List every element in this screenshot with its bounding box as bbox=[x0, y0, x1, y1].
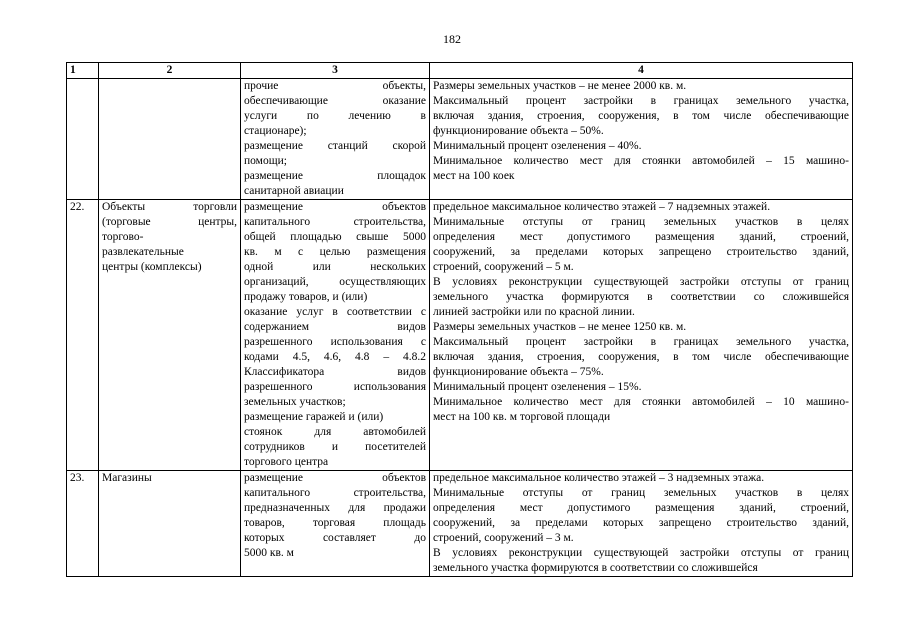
cell-text-line: строений, сооружений – 5 м. bbox=[433, 261, 574, 273]
cell-text-line: санитарной авиации bbox=[244, 185, 344, 197]
cell-text-line: торгово- bbox=[102, 231, 144, 243]
cell-text-line: Минимальный процент озеленения – 40%. bbox=[433, 140, 642, 152]
cell-text-line: помощи; bbox=[244, 155, 287, 167]
table-header-row bbox=[67, 63, 853, 79]
cell-text-line: размещение объектов bbox=[244, 201, 426, 213]
cell-text-line: Минимальный процент озеленения – 15%. bbox=[433, 381, 642, 393]
cell-text-line: оказание услуг в соответствии с bbox=[244, 306, 426, 318]
object-name-cell bbox=[99, 471, 241, 577]
cell-text-line: линией застройки или по красной линии. bbox=[433, 306, 635, 318]
cell-text-line: развлекательные bbox=[102, 246, 184, 258]
cell-text-line: сооружений, за пределами которых запрещено строительство зданий, bbox=[433, 246, 849, 258]
cell-text-line: размещение объектов bbox=[244, 472, 426, 484]
permitted-use-cell bbox=[241, 200, 430, 471]
cell-text-line: организаций, осуществляющих bbox=[244, 276, 426, 288]
cell-text-line: строений, сооружений – 3 м. bbox=[433, 532, 574, 544]
table-row bbox=[67, 200, 853, 471]
cell-text-line: Максимальный процент застройки в границах земельного участка, bbox=[433, 95, 849, 107]
cell-text-line: общей площадью свыше 5000 bbox=[244, 231, 426, 243]
cell-text-line: капитального строительства, bbox=[244, 216, 426, 228]
cell-text-line: кв. м с целью размещения bbox=[244, 246, 426, 258]
cell-text-line: торгового центра bbox=[244, 456, 329, 468]
cell-text-line: Минимальное количество мест для стоянки автомобилей – 10 машино- bbox=[433, 396, 849, 408]
cell-text-line: земельного участка формируются в соответствии со сложившейся bbox=[433, 562, 758, 574]
cell-text-line: которых составляет до bbox=[244, 532, 426, 544]
table-row bbox=[67, 79, 853, 200]
cell-text-line: разрешенного использования с bbox=[244, 336, 426, 348]
cell-text-line: стоянок для автомобилей bbox=[244, 426, 426, 438]
cell-text-line: разрешенного использования bbox=[244, 381, 426, 393]
cell-text-line: мест на 100 кв. м торговой площади bbox=[433, 411, 611, 423]
cell-text-line: кодами 4.5, 4.6, 4.8 – 4.8.2 bbox=[244, 351, 426, 363]
cell-text-line: предназначенных для продажи bbox=[244, 502, 426, 514]
cell-text-line: Объекты торговли bbox=[102, 201, 237, 213]
page-number: 182 bbox=[443, 32, 461, 46]
cell-text-line: В условиях реконструкции существующей застройки отступы от границ bbox=[433, 547, 849, 559]
cell-text-line: предельное максимальное количество этажей – 7 надземных этажей. bbox=[433, 201, 771, 213]
cell-text-line: Классификатора видов bbox=[244, 366, 426, 378]
cell-text-line: сооружений, за пределами которых запрещено строительство зданий, bbox=[433, 517, 849, 529]
cell-text-line: Минимальное количество мест для стоянки автомобилей – 15 машино- bbox=[433, 155, 849, 167]
cell-text-line: земельного участка формируются в соответствии со сложившейся bbox=[433, 291, 849, 303]
permitted-use-cell bbox=[241, 79, 430, 200]
cell-text-line: включая здания, строения, сооружения, в том числе обеспечивающие bbox=[433, 110, 849, 122]
column-header-4: 4 bbox=[430, 63, 853, 79]
row-number-cell: 22. bbox=[67, 200, 99, 471]
cell-text-line: размещение станций скорой bbox=[244, 140, 426, 152]
cell-text-line: Размеры земельных участков – не менее 2000 кв. м. bbox=[433, 80, 687, 92]
cell-text-line: предельное максимальное количество этажей – 3 надземных этажа. bbox=[433, 472, 765, 484]
cell-text-line: размещение площадок bbox=[244, 170, 426, 182]
cell-text-line: товаров, торговая площадь bbox=[244, 517, 426, 529]
object-name-cell bbox=[99, 79, 241, 200]
cell-text-line: сотрудников и посетителей bbox=[244, 441, 426, 453]
column-header-3: 3 bbox=[241, 63, 430, 79]
parameters-cell bbox=[430, 200, 853, 471]
column-header-2: 2 bbox=[99, 63, 241, 79]
cell-text-line: стационаре); bbox=[244, 125, 307, 137]
cell-text-line: Минимальные отступы от границ земельных участков в целях bbox=[433, 216, 849, 228]
cell-text-line: Минимальные отступы от границ земельных участков в целях bbox=[433, 487, 849, 499]
cell-text-line: услуги по лечению в bbox=[244, 110, 426, 122]
cell-text-line: включая здания, строения, сооружения, в том числе обеспечивающие bbox=[433, 351, 849, 363]
row-number-cell: 23. bbox=[67, 471, 99, 577]
cell-text-line: одной или нескольких bbox=[244, 261, 426, 273]
parameters-cell bbox=[430, 471, 853, 577]
permitted-use-cell bbox=[241, 471, 430, 577]
cell-text-line: мест на 100 коек bbox=[433, 170, 515, 182]
cell-text-line: размещение гаражей и (или) bbox=[244, 411, 384, 423]
row-number-cell bbox=[67, 79, 99, 200]
cell-text-line: функционирование объекта – 50%. bbox=[433, 125, 604, 137]
cell-text-line: Максимальный процент застройки в границах земельного участка, bbox=[433, 336, 849, 348]
table-row bbox=[67, 471, 853, 577]
cell-text-line: определения мест допустимого размещения зданий, строений, bbox=[433, 502, 849, 514]
cell-text-line: содержанием видов bbox=[244, 321, 426, 333]
cell-text-line: (торговые центры, bbox=[102, 216, 237, 228]
parameters-cell bbox=[430, 79, 853, 200]
cell-text-line: Размеры земельных участков – не менее 1250 кв. м. bbox=[433, 321, 687, 333]
zoning-table bbox=[66, 62, 853, 577]
cell-text-line: функционирование объекта – 75%. bbox=[433, 366, 604, 378]
object-name-cell bbox=[99, 200, 241, 471]
cell-text-line: В условиях реконструкции существующей застройки отступы от границ bbox=[433, 276, 849, 288]
column-header-1: 1 bbox=[67, 63, 99, 79]
cell-text-line: продажу товаров, и (или) bbox=[244, 291, 368, 303]
cell-text-line: земельных участков; bbox=[244, 396, 346, 408]
cell-text-line: прочие объекты, bbox=[244, 80, 426, 92]
cell-text-line: капитального строительства, bbox=[244, 487, 426, 499]
cell-text-line: центры (комплексы) bbox=[102, 261, 202, 273]
cell-text-line: 5000 кв. м bbox=[244, 547, 294, 559]
cell-text-line: обеспечивающие оказание bbox=[244, 95, 426, 107]
cell-text-line: Магазины bbox=[102, 472, 152, 484]
cell-text-line: определения мест допустимого размещения зданий, строений, bbox=[433, 231, 849, 243]
